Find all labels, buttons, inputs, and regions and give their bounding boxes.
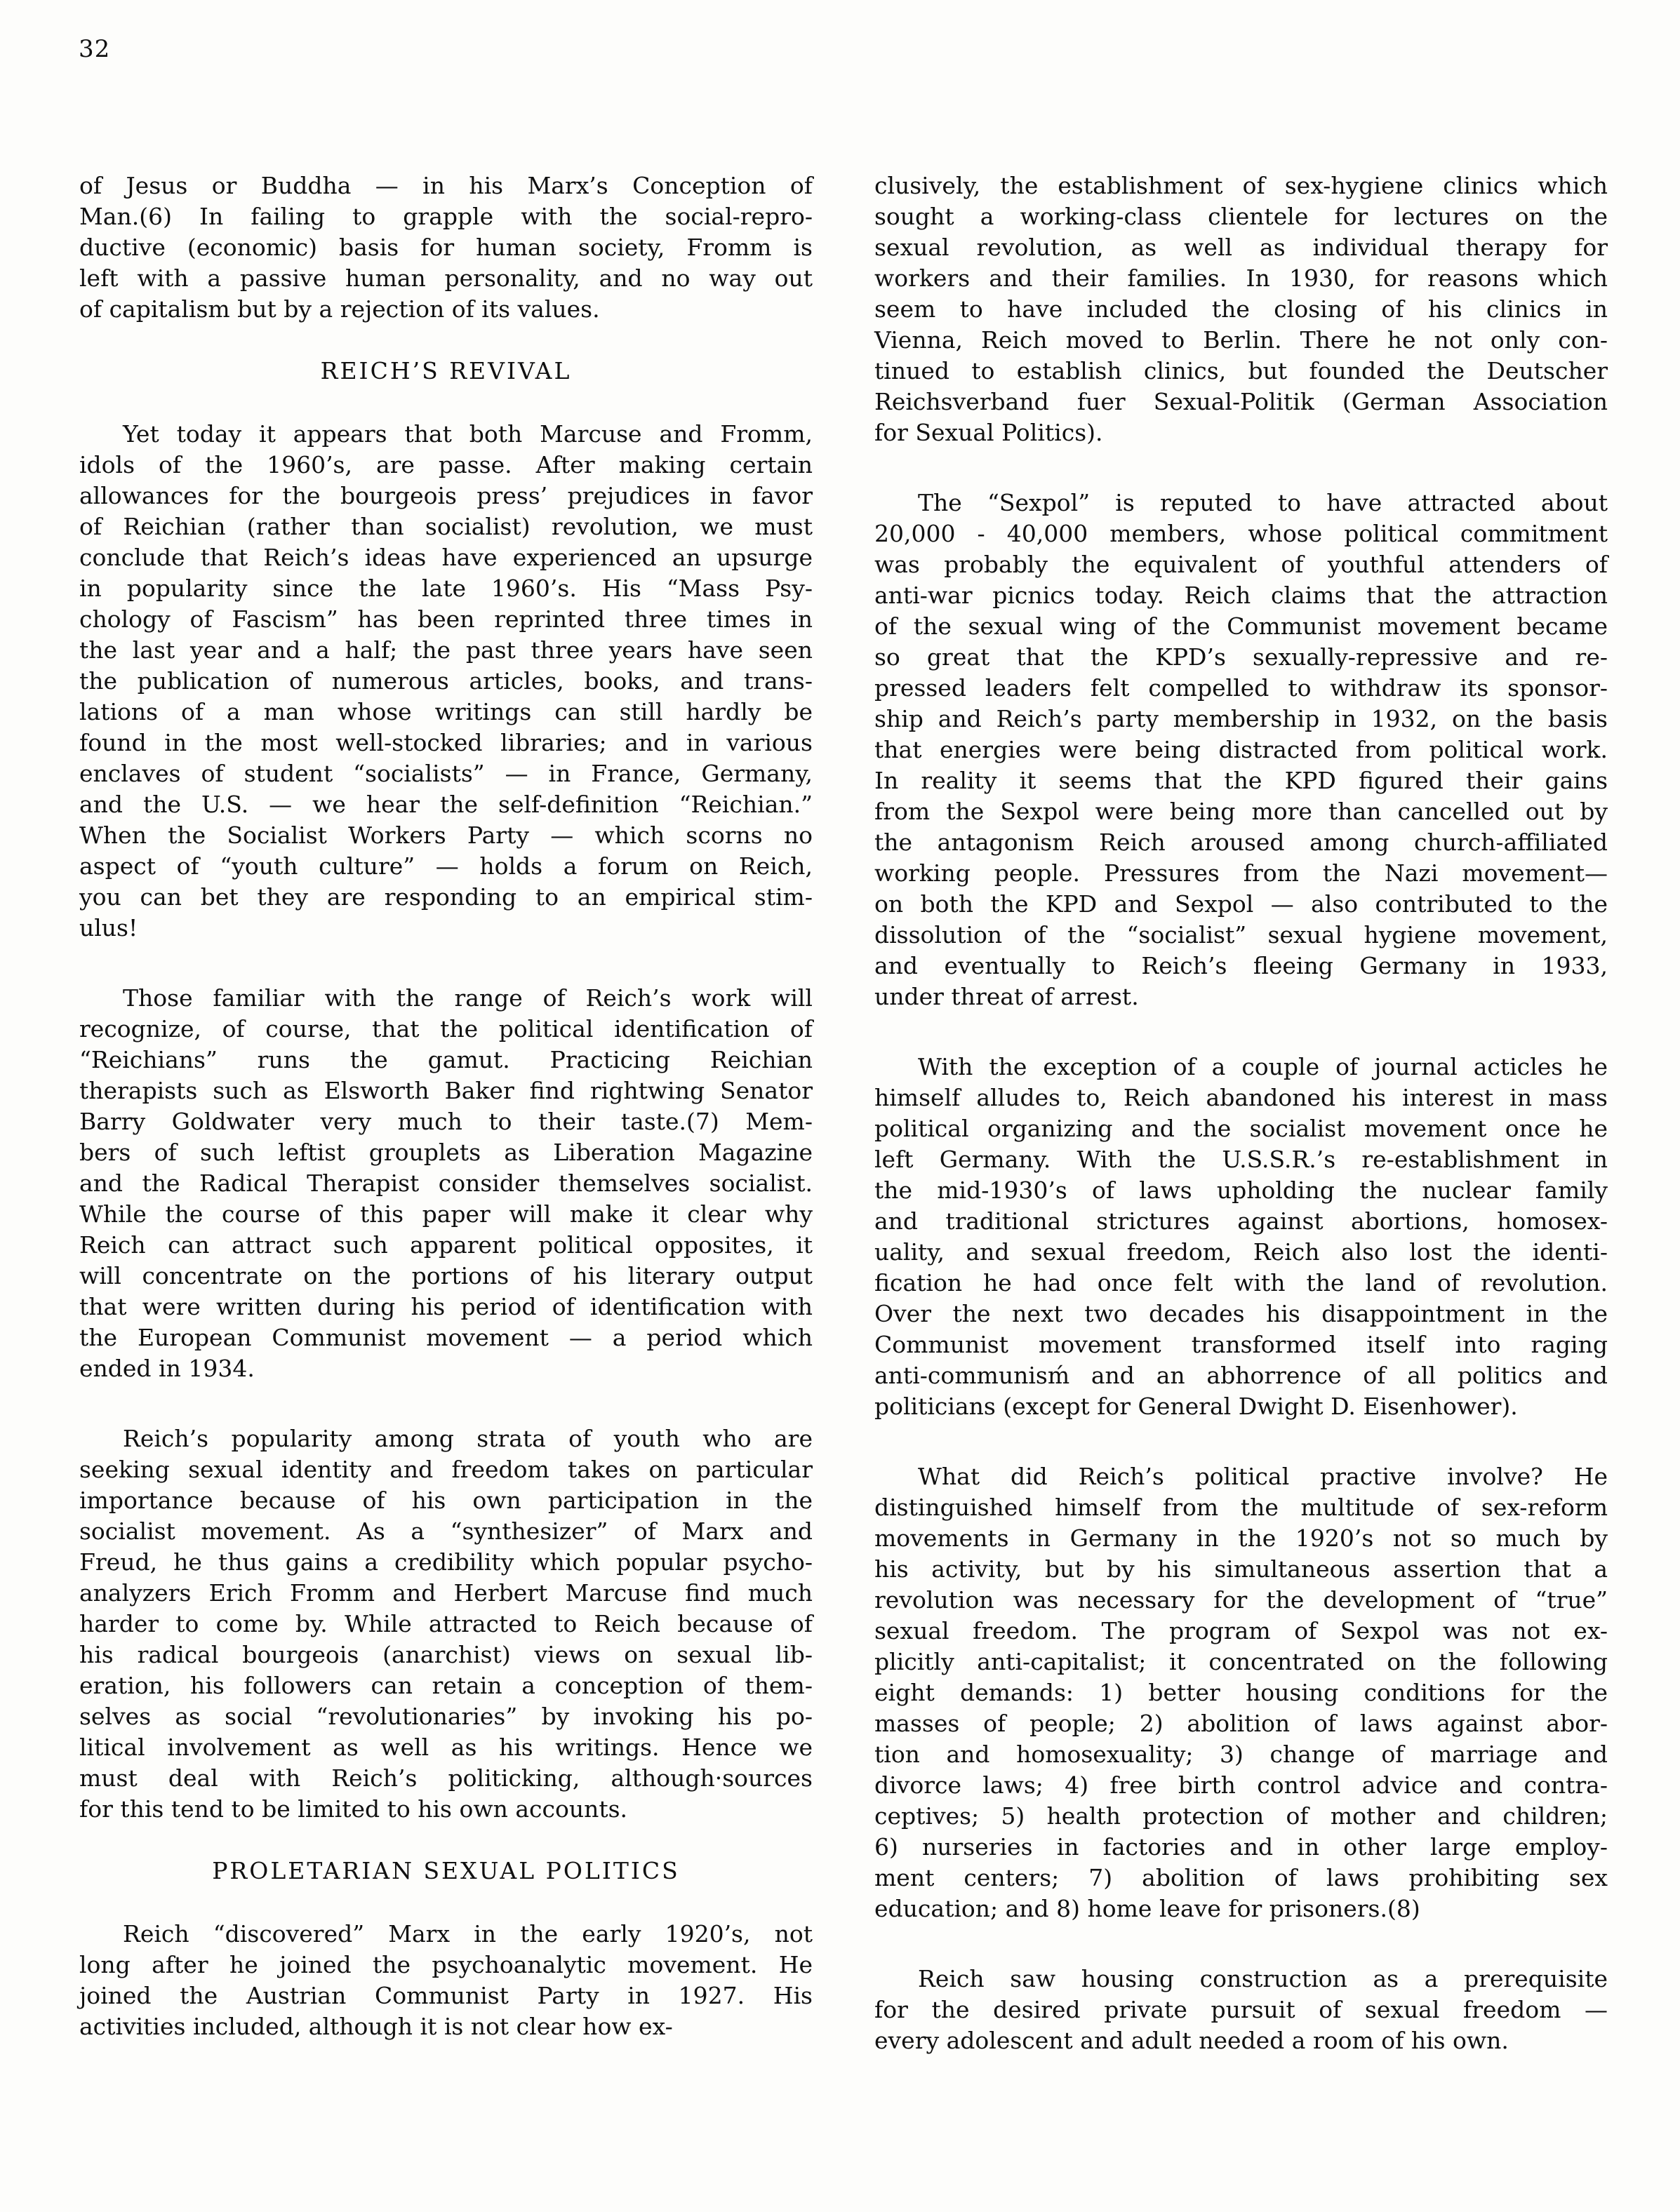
text-line: seem to have included the closing of his clinics in [874,295,1608,323]
text-line: found in the most well-stocked libraries; and in various [79,729,813,756]
text-line: Man.(6) In failing to grapple with the social-repro- [79,203,813,230]
text-line: politicians (except for General Dwight D. Eisenhower). [874,1393,1518,1420]
text-line: must deal with Reich’s politicking, although·sources [79,1764,813,1792]
text-line: The “Sexpol” is reputed to have attracted about [918,489,1608,516]
text-line: the publication of numerous articles, books, and trans- [79,667,813,695]
text-line: Reich can attract such apparent political opposites, it [79,1231,813,1259]
text-line: activities included, although it is not clear how ex- [79,2013,673,2040]
text-line: clusively, the establishment of sex-hygiene clinics which [874,172,1608,199]
text-line: chology of Fascism” has been reprinted three times in [79,605,813,633]
text-line: was probably the equivalent of youthful attenders of [874,551,1608,578]
paragraph [79,983,813,1384]
text-line: bers of such leftist grouplets as Liberation Magazine [79,1139,813,1166]
text-line: Freud, he thus gains a credibility which popular psycho- [79,1548,813,1576]
text-line: With the exception of a couple of journal acticles he [918,1053,1608,1080]
text-line: fication he had once felt with the land of revolution. [874,1269,1608,1296]
text-line: dissolution of the “socialist” sexual hygiene movement, [874,921,1608,949]
text-line: selves as social “revolutionaries” by invoking his po- [79,1703,813,1730]
text-line: recognize, of course, that the political identification of [79,1015,813,1043]
text-line: eight demands: 1) better housing conditions for the [874,1679,1608,1706]
text-line: tion and homosexuality; 3) change of marriage and [874,1741,1608,1768]
text-columns [79,170,1608,2056]
text-line: pressed leaders felt compelled to withdraw its sponsor- [874,674,1608,702]
text-line: the last year and a half; the past three years have seen [79,636,813,664]
text-line: joined the Austrian Communist Party in 1927. His [79,1982,813,2009]
text-line: anti-communisḿ and an abhorrence of all politics and [874,1362,1608,1389]
text-line: plicitly anti-capitalist; it concentrated on the following [874,1648,1608,1675]
text-line: and the U.S. — we hear the self-definition “Reichian.” [79,791,813,818]
text-line: Those familiar with the range of Reich’s work will [123,984,813,1012]
text-line: that were written during his period of identification with [79,1293,813,1320]
text-line: Yet today it appears that both Marcuse and Fromm, [123,420,813,448]
text-line: Reich’s popularity among strata of youth who are [123,1425,813,1452]
text-line: the antagonism Reich aroused among church-affiliated [874,829,1608,856]
paragraph [874,1052,1608,1422]
text-line: and the Radical Therapist consider themselves socialist. [79,1169,813,1197]
text-line: so great that the KPD’s sexually-repressive and re- [874,643,1608,671]
text-line: tinued to establish clinics, but founded the Deutscher [874,357,1608,384]
text-line: his radical bourgeois (anarchist) views on sexual lib- [79,1641,813,1668]
text-line: left with a passive human personality, and no way out [79,264,813,292]
text-line: of the sexual wing of the Communist movement became [874,612,1608,640]
text-line: masses of people; 2) abolition of laws against abor- [874,1710,1608,1737]
text-line: sexual revolution, as well as individual therapy for [874,234,1608,261]
text-line: In reality it seems that the KPD figured their gains [874,767,1608,794]
paragraph [79,1919,813,2042]
text-line: distinguished himself from the multitude of sex-reform [874,1494,1608,1521]
text-line: ductive (economic) basis for human society, Fromm is [79,234,813,261]
text-line: Barry Goldwater very much to their taste.(7) Mem- [79,1108,813,1135]
paragraph [79,1423,813,1825]
text-line: Reichsverband fuer Sexual-Politik (German Association [874,388,1608,415]
text-line: of Jesus or Buddha — in his Marx’s Conception of [79,172,813,199]
text-line: ceptives; 5) health protection of mother and children; [874,1802,1608,1830]
text-line: education; and 8) home leave for prisoners.(8) [874,1895,1420,1922]
text-line: workers and their families. In 1930, for reasons which [874,264,1608,292]
text-line: harder to come by. While attracted to Reich because of [79,1610,813,1637]
text-line: eration, his followers can retain a conception of them- [79,1672,813,1699]
text-line: Reich saw housing construction as a prerequisite [918,1965,1608,1992]
text-line: of capitalism but by a rejection of its values. [79,295,600,323]
text-line: and eventually to Reich’s fleeing Germany in 1933, [874,952,1608,979]
section-heading: PROLETARIAN SEXUAL POLITICS [212,1857,680,1884]
paragraph [874,1461,1608,1924]
paragraph [874,170,1608,448]
text-line: Vienna, Reich moved to Berlin. There he not only con- [874,326,1608,354]
text-line: in popularity since the late 1960’s. His “Mass Psy- [79,575,813,602]
text-line: allowances for the bourgeois press’ prejudices in favor [79,482,813,509]
text-line: for this tend to be limited to his own accounts. [79,1795,628,1823]
text-line: revolution was necessary for the development of “true” [874,1586,1608,1614]
text-line: idols of the 1960’s, are passe. After making certain [79,451,813,478]
page-number: 32 [79,35,111,63]
text-line: every adolescent and adult needed a room of his own. [874,2027,1509,2054]
text-line: conclude that Reich’s ideas have experienced an upsurge [79,544,813,571]
paragraph [874,1964,1608,2056]
text-line: from the Sexpol were being more than cancelled out by [874,798,1608,825]
text-line: uality, and sexual freedom, Reich also lost the identi- [874,1238,1608,1266]
text-line: lations of a man whose writings can still hardly be [79,698,813,725]
text-line: importance because of his own participation in the [79,1487,813,1514]
text-line: ulus! [79,914,138,941]
text-line: political organizing and the socialist movement once he [874,1115,1608,1142]
text-line: of Reichian (rather than socialist) revolution, we must [79,513,813,540]
text-line: What did Reich’s political practive involve? He [918,1463,1608,1490]
text-line: While the course of this paper will make it clear why [79,1200,813,1228]
text-line: socialist movement. As a “synthesizer” of Marx and [79,1517,813,1545]
text-line: ment centers; 7) abolition of laws prohibiting sex [874,1864,1608,1891]
text-line: movements in Germany in the 1920’s not so much by [874,1524,1608,1552]
text-line: divorce laws; 4) free birth control advice and contra- [874,1771,1608,1799]
text-line: 20,000 - 40,000 members, whose political commitment [874,520,1608,547]
paragraph [79,170,813,325]
text-line: 6) nurseries in factories and in other large employ- [874,1833,1608,1861]
text-line: left Germany. With the U.S.S.R.’s re-establishment in [874,1146,1608,1173]
text-line: litical involvement as well as his writings. Hence we [79,1734,813,1761]
text-line: for Sexual Politics). [874,419,1103,446]
text-line: sought a working-class clientele for lectures on the [874,203,1608,230]
text-line: under threat of arrest. [874,983,1139,1010]
text-line: enclaves of student “socialists” — in France, Germany, [79,760,813,787]
text-line: his activity, but by his simultaneous assertion that a [874,1555,1608,1583]
column-left [79,170,813,2056]
text-line: working people. Pressures from the Nazi movement— [874,859,1608,887]
text-line: When the Socialist Workers Party — which scorns no [79,822,813,849]
text-line: that energies were being distracted from political work. [874,736,1608,763]
text-line: you can bet they are responding to an empirical stim- [79,883,813,911]
text-line: ended in 1934. [79,1355,255,1382]
text-line: sexual freedom. The program of Sexpol was not ex- [874,1617,1608,1644]
text-line: the mid-1930’s of laws upholding the nuclear family [874,1177,1608,1204]
text-line: for the desired private pursuit of sexual freedom — [874,1996,1608,2023]
text-line: aspect of “youth culture” — holds a forum on Reich, [79,852,813,880]
column-right [874,170,1608,2056]
text-line: long after he joined the psychoanalytic movement. He [79,1951,813,1978]
text-line: therapists such as Elsworth Baker find rightwing Senator [79,1077,813,1104]
text-line: analyzers Erich Fromm and Herbert Marcuse find much [79,1579,813,1607]
text-line: Over the next two decades his disappointment in the [874,1300,1608,1327]
text-line: and traditional strictures against abortions, homosex- [874,1207,1608,1235]
text-line: seeking sexual identity and freedom takes on particular [79,1456,813,1483]
section-heading: REICH’S REVIVAL [320,357,572,384]
text-line: “Reichians” runs the gamut. Practicing Reichian [79,1046,813,1073]
text-line: ship and Reich’s party membership in 1932, on the basis [874,705,1608,732]
paragraph [79,419,813,944]
text-line: anti-war picnics today. Reich claims that the attraction [874,582,1608,609]
text-line: on both the KPD and Sexpol — also contributed to the [874,890,1608,918]
text-line: Reich “discovered” Marx in the early 1920’s, not [123,1920,813,1948]
text-line: himself alludes to, Reich abandoned his interest in mass [874,1084,1608,1111]
text-line: the European Communist movement — a period which [79,1324,813,1351]
paragraph [874,488,1608,1012]
text-line: will concentrate on the portions of his literary output [79,1262,813,1289]
text-line: Communist movement transformed itself into raging [874,1331,1608,1358]
